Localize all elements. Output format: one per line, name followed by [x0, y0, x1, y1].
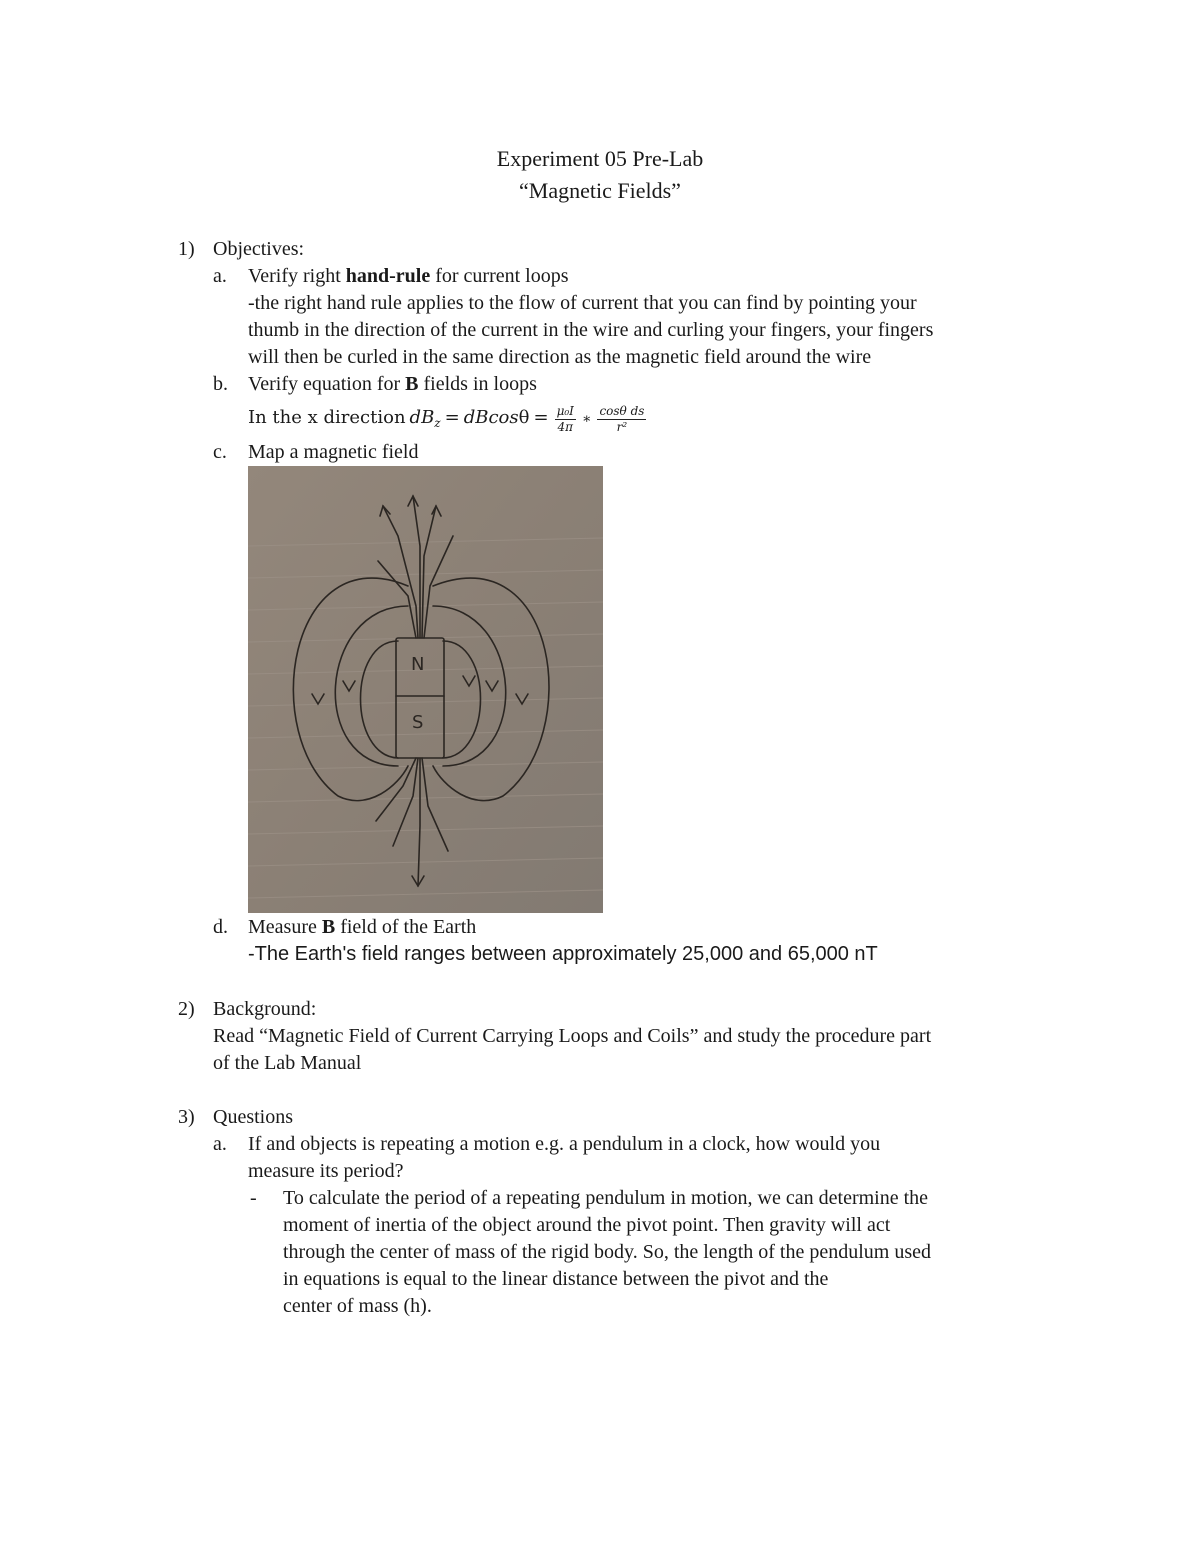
magnet-south-label: S [412, 712, 424, 733]
answer-line-1: To calculate the period of a repeating pendulum in motion, we can determine the [283, 1187, 929, 1209]
magnetic-field-sketch-photo [248, 466, 603, 913]
objective-d-marker: d. [213, 916, 228, 938]
magnet-north-label: N [411, 654, 425, 675]
section-number-questions: 3) [178, 1106, 195, 1128]
question-a-line-2: measure its period? [248, 1160, 404, 1182]
section-number-objectives: 1) [178, 238, 195, 260]
document-subtitle: “Magnetic Fields” [519, 178, 681, 203]
objective-c-text: Map a magnetic field [248, 441, 419, 463]
objective-c-marker: c. [213, 441, 227, 463]
objective-a-text: Verify right hand-rule for current loops [248, 265, 569, 287]
objective-d-answer: -The Earth's field ranges between approximately 25,000 and 65,000 nT [248, 943, 878, 965]
section-heading-background: Background: [213, 998, 317, 1020]
objective-a-answer-line-1: -the right hand rule applies to the flow of current that you can find by pointing your [248, 292, 917, 314]
background-line-2: of the Lab Manual [213, 1052, 362, 1074]
biot-savart-equation: In the x direction $dB_z = dBcos\theta$ = $\frac{\text{μ₀I}}{4\pi}$ ∗ $\frac{\text{cosθ ds}}{\text{r²}}$ [248, 403, 645, 434]
section-heading-questions: Questions [213, 1106, 293, 1128]
background-line-1: Read “Magnetic Field of Current Carrying Loops and Coils” and study the procedure part [213, 1025, 932, 1047]
question-a-marker: a. [213, 1133, 227, 1155]
answer-line-3: through the center of mass of the rigid body. So, the length of the pendulum used [283, 1241, 932, 1263]
section-heading-objectives: Objectives: [213, 238, 305, 260]
answer-bullet: - [250, 1187, 257, 1209]
answer-line-2: moment of inertia of the object around the pivot point. Then gravity will act [283, 1214, 891, 1236]
document-title: Experiment 05 Pre-Lab [496, 146, 704, 171]
objective-a-answer-line-3: will then be curled in the same direction as the magnetic field around the wire [248, 346, 872, 368]
section-number-background: 2) [178, 998, 195, 1020]
objective-b-text: Verify equation for B fields in loops [248, 373, 537, 395]
objective-d-text: Measure B field of the Earth [248, 916, 477, 938]
question-a-line-1: If and objects is repeating a motion e.g. a pendulum in a clock, how would you [248, 1133, 881, 1155]
objective-a-marker: a. [213, 265, 227, 287]
answer-line-4: in equations is equal to the linear distance between the pivot and the [283, 1268, 829, 1290]
objective-b-marker: b. [213, 373, 228, 395]
answer-line-5: center of mass (h). [283, 1295, 432, 1317]
objective-a-answer-line-2: thumb in the direction of the current in the wire and curling your fingers, your fingers [248, 319, 934, 341]
